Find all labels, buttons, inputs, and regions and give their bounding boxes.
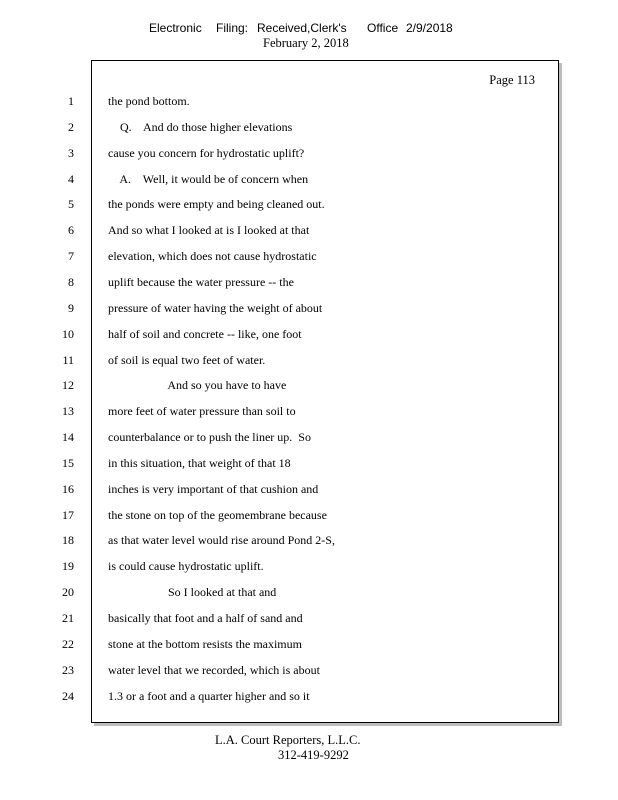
line-text: elevation, which does not cause hydrostatic bbox=[108, 249, 317, 264]
line-text: So I looked at that and bbox=[108, 585, 277, 600]
line-text: the ponds were empty and being cleaned out. bbox=[108, 197, 325, 212]
line-number: 13 bbox=[62, 404, 74, 419]
footer-phone: 312-419-9292 bbox=[278, 748, 349, 762]
filing-label: Filing: bbox=[216, 21, 249, 35]
filing-stamp-date: 2/9/2018 bbox=[406, 21, 453, 35]
line-text: cause you concern for hydrostatic uplift? bbox=[108, 145, 305, 160]
filing-electronic: Electronic bbox=[149, 21, 202, 35]
line-text: Q. And do those higher elevations bbox=[108, 119, 293, 134]
footer-company: L.A. Court Reporters, L.L.C. bbox=[215, 733, 361, 747]
line-text: the stone on top of the geomembrane because bbox=[108, 507, 327, 522]
line-text: counterbalance or to push the liner up. So bbox=[108, 430, 311, 445]
filing-office: Office bbox=[367, 21, 399, 35]
transcript-page bbox=[62, 60, 559, 723]
line-number: 23 bbox=[62, 662, 74, 677]
line-text: the pond bottom. bbox=[108, 94, 190, 108]
line-number: 22 bbox=[62, 636, 74, 651]
line-number: 18 bbox=[62, 533, 74, 548]
line-number: 14 bbox=[62, 430, 74, 445]
line-number: 19 bbox=[62, 559, 74, 574]
line-text: A. Well, it would be of concern when bbox=[108, 171, 309, 186]
line-text: basically that foot and a half of sand and bbox=[108, 611, 303, 625]
line-number: 5 bbox=[68, 197, 74, 212]
line-number: 21 bbox=[62, 611, 74, 625]
line-number: 11 bbox=[62, 352, 74, 367]
line-text: in this situation, that weight of that 18 bbox=[108, 455, 291, 470]
line-number: 10 bbox=[62, 326, 74, 341]
line-text: And so what I looked at is I looked at that bbox=[108, 223, 310, 238]
line-number: 6 bbox=[68, 223, 74, 238]
line-number: 16 bbox=[62, 481, 74, 496]
line-text: water level that we recorded, which is about bbox=[108, 662, 320, 677]
line-number: 20 bbox=[62, 585, 74, 600]
line-number: 2 bbox=[68, 119, 74, 134]
line-text: half of soil and concrete -- like, one foot bbox=[108, 326, 302, 341]
line-number: 7 bbox=[68, 249, 74, 264]
line-number: 4 bbox=[68, 171, 74, 186]
line-number: 3 bbox=[68, 145, 74, 160]
transcript-date: February 2, 2018 bbox=[263, 36, 349, 50]
page-number: Page 113 bbox=[489, 73, 535, 87]
line-number: 17 bbox=[62, 507, 74, 522]
filing-received: Received,Clerk's bbox=[257, 21, 347, 35]
line-number: 24 bbox=[62, 688, 74, 703]
line-text: more feet of water pressure than soil to bbox=[108, 404, 296, 419]
line-text: is could cause hydrostatic uplift. bbox=[108, 559, 264, 574]
line-text: inches is very important of that cushion and bbox=[108, 481, 319, 496]
line-number: 8 bbox=[68, 274, 74, 289]
filing-header bbox=[0, 20, 618, 60]
line-text: uplift because the water pressure -- the bbox=[108, 274, 294, 289]
line-text: stone at the bottom resists the maximum bbox=[108, 636, 302, 651]
line-text: of soil is equal two feet of water. bbox=[108, 352, 266, 367]
line-number: 1 bbox=[68, 94, 74, 108]
line-number: 15 bbox=[62, 455, 74, 470]
line-text: And so you have to have bbox=[108, 378, 287, 393]
line-text: 1.3 or a foot and a quarter higher and so it bbox=[108, 688, 310, 703]
line-number: 12 bbox=[62, 378, 74, 393]
line-number: 9 bbox=[68, 300, 74, 315]
line-text: as that water level would rise around Pond 2-S, bbox=[108, 533, 335, 548]
line-text: pressure of water having the weight of about bbox=[108, 300, 323, 315]
